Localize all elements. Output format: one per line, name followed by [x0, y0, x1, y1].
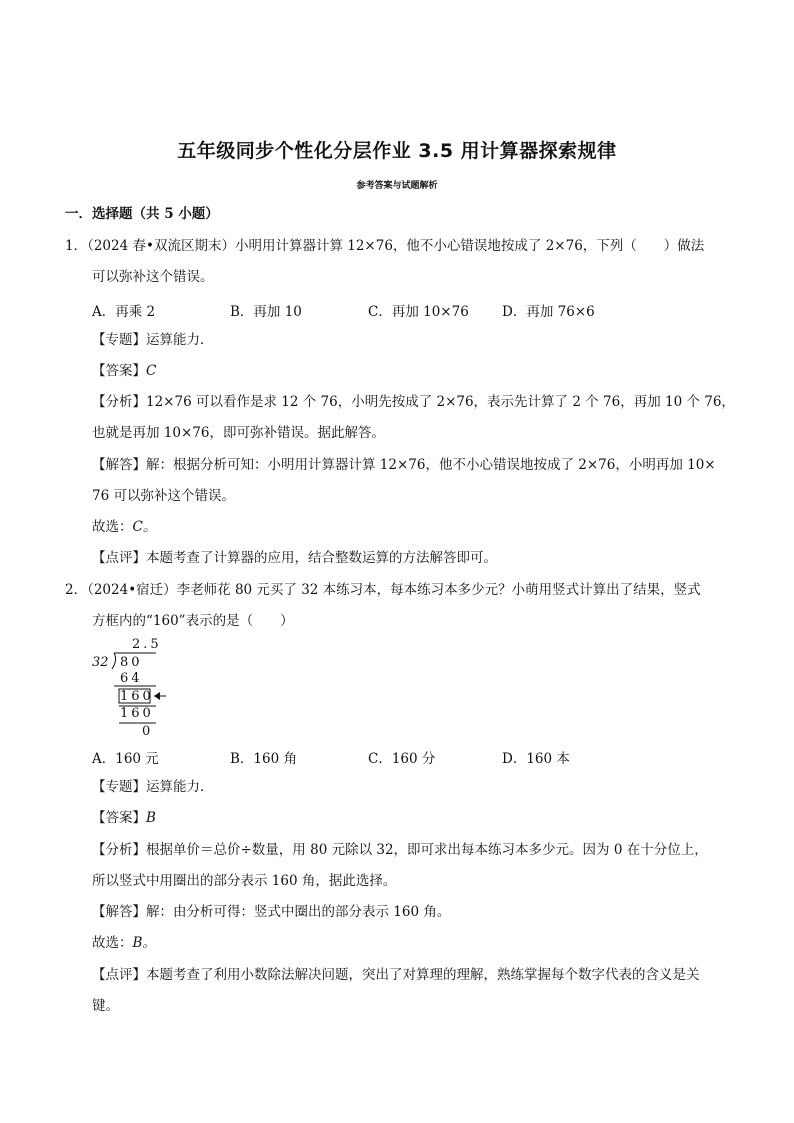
q1-solution-line1 — [92, 456, 716, 474]
dividend: 80 — [120, 655, 143, 670]
q2-option-d: D．160 本 — [502, 751, 570, 767]
q2-choice — [92, 934, 156, 952]
comment-text: 本题考查了利用小数除法解决问题，突出了对算理的理解，熟练掌握每个数字代表的含义是关 — [146, 967, 700, 983]
q2-analysis-line1 — [92, 841, 708, 859]
q1-option-d: D．再加 76×6 — [502, 304, 595, 320]
analysis-tag: 【分析】 — [92, 842, 146, 858]
choice-label: 故选： — [92, 519, 133, 535]
answer-text: B — [146, 810, 156, 826]
q1-choice — [92, 518, 156, 536]
q1-analysis-line1 — [92, 393, 735, 411]
comment-tag: 【点评】 — [92, 967, 146, 983]
comment-text: 本题考查了计算器的应用，结合整数运算的方法解答即可。 — [146, 550, 497, 566]
q1-comment — [92, 549, 497, 567]
divisor: 32 — [92, 655, 109, 670]
q2-option-a: A．160 元 — [92, 751, 159, 767]
choice-answer: B。 — [132, 935, 156, 951]
choice-label: 故选： — [92, 935, 133, 951]
q1-answer — [92, 362, 156, 380]
section-heading: 一．选择题（共 5 小题） — [65, 206, 219, 222]
topic-text: 运算能力． — [146, 779, 214, 795]
topic-tag: 【专题】 — [92, 332, 146, 348]
q1-option-a: A．再乘 2 — [92, 304, 156, 320]
page-subtitle: 参考答案与试题解析 — [356, 181, 438, 191]
analysis-text: 根据单价＝总价÷数量，用 80 元除以 32，即可求出每本练习本多少元。因为 0 在十分位上， — [146, 842, 708, 858]
step-product-1: 64 — [120, 671, 143, 686]
q2-analysis-line2: 所以竖式中用圈出的部分表示 160 角，据此选择。 — [92, 873, 397, 889]
analysis-tag: 【分析】 — [92, 394, 146, 410]
q2-option-b: B．160 角 — [230, 751, 297, 767]
quotient: 2.5 — [132, 637, 162, 652]
answer-tag: 【答案】 — [92, 810, 146, 826]
q2-comment-line1 — [92, 966, 700, 984]
q1-solution-line2: 76 可以弥补这个错误。 — [92, 488, 235, 504]
solution-tag: 【解答】 — [92, 904, 146, 920]
q2-comment-line2: 键。 — [92, 998, 119, 1014]
analysis-text: 12×76 可以看作是求 12 个 76，小明先按成了 2×76，表示先计算了 2 个 76，再加 10 个 76， — [146, 394, 735, 410]
q2-solution — [92, 903, 450, 921]
step-product-2: 160 — [120, 706, 154, 721]
topic-text: 运算能力． — [146, 332, 214, 348]
final-remainder: 0 — [142, 724, 154, 739]
q2-stem-line1: 2．（2024•宿迁）李老师花 80 元买了 32 本练习本，每本练习本多少元？小萌用竖式计算出了结果，竖式 — [65, 582, 701, 598]
q1-stem-line2: 可以弥补这个错误。 — [92, 269, 214, 285]
q1-analysis-line2: 也就是再加 10×76，即可弥补错误。据此解答。 — [92, 425, 385, 441]
q2-stem-line2: 方框内的“160”表示的是（ ） — [92, 613, 294, 629]
boxed-remainder: 160 — [120, 689, 154, 704]
solution-tag: 【解答】 — [92, 457, 146, 473]
q1-stem-line1: 1．（2024 春•双流区期末）小明用计算器计算 12×76，他不小心错误地按成了 2×76，下列（ ）做法 — [65, 238, 705, 254]
q2-topic — [92, 778, 214, 796]
page-title: 五年级同步个性化分层作业 3.5 用计算器探索规律 — [177, 140, 617, 162]
long-division-figure — [92, 636, 182, 746]
choice-answer: C。 — [132, 519, 157, 535]
answer-tag: 【答案】 — [92, 363, 146, 379]
comment-tag: 【点评】 — [92, 550, 146, 566]
solution-text: 解：根据分析可知：小明用计算器计算 12×76，他不小心错误地按成了 2×76，小明再加 10× — [146, 457, 716, 473]
answer-text: C — [146, 363, 157, 379]
topic-tag: 【专题】 — [92, 779, 146, 795]
q1-topic — [92, 331, 214, 349]
q2-option-c: C．160 分 — [368, 751, 436, 767]
q1-option-b: B．再加 10 — [230, 304, 302, 320]
q1-option-c: C．再加 10×76 — [368, 304, 469, 320]
q2-answer — [92, 809, 156, 827]
solution-text: 解：由分析可得：竖式中圈出的部分表示 160 角。 — [146, 904, 451, 920]
